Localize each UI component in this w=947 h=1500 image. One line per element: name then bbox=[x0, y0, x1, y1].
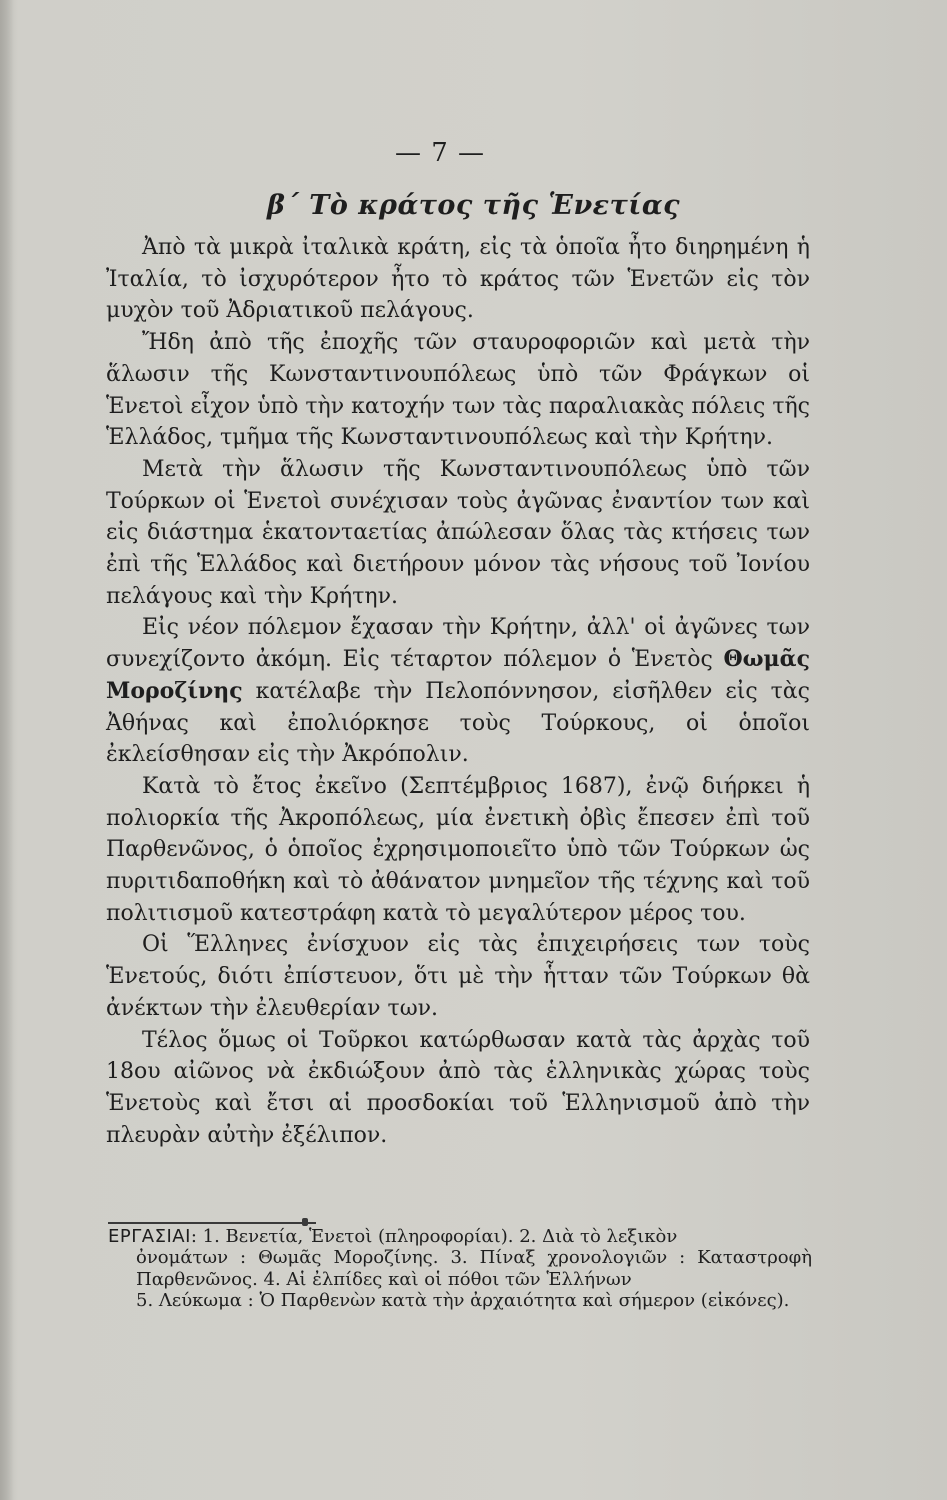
paragraph-4 bbox=[106, 612, 810, 771]
footnote-divider-mark bbox=[302, 1218, 308, 1226]
paragraph-5: Κατὰ τὸ ἔτος ἐκεῖνο (Σεπτέμβριος 1687), ἐνῷ διήρκει ἡ πολιορκία τῆς Ἀκροπόλεως, μία ἐνετικὴ ὀβὶς ἔπεσεν ἐπὶ τοῦ Παρθενῶνος, ὁ ὁποῖος ἐχρησιμοποιεῖτο ὑπὸ τῶν Τούρκων ὡς πυριτιδαποθήκη καὶ τὸ ἀθάνατον μνημεῖον τῆς τέχνης καὶ τοῦ πολιτισμοῦ κατεστράφη κατὰ τὸ μεγαλύτερον μέρος του. bbox=[106, 773, 810, 926]
page-edge-shadow bbox=[0, 0, 14, 1500]
paragraph-2: Ἤδη ἀπὸ τῆς ἐποχῆς τῶν σταυροφοριῶν καὶ μετὰ τὴν ἅλωσιν τῆς Κωνσταντινουπόλεως ὑπὸ τῶν Φράγκων οἱ Ἑνετοὶ εἶχον ὑπὸ τὴν κατοχήν των τὰς παραλιακὰς πόλεις τῆς Ἑλλάδος, τμῆμα τῆς Κωνσταντινουπόλεως καὶ τὴν Κρήτην. bbox=[106, 330, 810, 451]
chapter-heading: β΄ Τὸ κράτος τῆς Ἑνετίας bbox=[266, 190, 681, 221]
morosini-name: Θωμᾶς Μοροζίνης bbox=[106, 646, 810, 704]
footnote-line-2: ὀνομάτων : Θωμᾶς Μοροζίνης. 3. Πίναξ χρονολογιῶν : Καταστροφὴ Παρθενῶνος. 4. Αἱ ἐλπίδες καὶ οἱ πόθοι τῶν Ἑλλήνων bbox=[136, 1247, 812, 1290]
footnote-line-1: : 1. Βενετία, Ἑνετοὶ (πληροφορίαι). 2. Διὰ τὸ λεξικὸν bbox=[190, 1226, 678, 1247]
paragraph-1: Ἀπὸ τὰ μικρὰ ἰταλικὰ κράτη, εἰς τὰ ὁποῖα ἦτο διηρημένη ἡ Ἰταλία, τὸ ἰσχυρότερον ἦτο τὸ κράτος τῶν Ἑνετῶν εἰς τὸν μυχὸν τοῦ Ἀδριατικοῦ πελάγους. bbox=[106, 235, 810, 324]
footnote-exercises bbox=[108, 1226, 812, 1312]
paragraph-4-end: κατέλαβε τὴν Πελοπόννησον, εἰσῆλθεν εἰς τὰς Ἀθήνας καὶ ἐπολιόρκησε τοὺς Τούρκους, οἱ ὁποῖοι ἐκλείσθησαν εἰς τὴν Ἀκρόπολιν. bbox=[106, 678, 810, 768]
footnote-line-3: 5. Λεύκωμα : Ὁ Παρθενὼν κατὰ τὴν ἀρχαιότητα καὶ σήμερον (εἰκόνες). bbox=[136, 1290, 790, 1312]
footnote-label: ΕΡΓΑΣΙΑΙ bbox=[108, 1226, 191, 1247]
paragraph-3: Μετὰ τὴν ἅλωσιν τῆς Κωνσταντινουπόλεως ὑπὸ τῶν Τούρκων οἱ Ἑνετοὶ συνέχισαν τοὺς ἀγῶνας ἐναντίον των καὶ εἰς διάστημα ἑκατονταετίας ἀπώλεσαν ὅλας τὰς κτήσεις των ἐπὶ τῆς Ἑλλάδος καὶ διετήρουν μόνον τὰς νήσους τοῦ Ἰονίου πελάγους καὶ τὴν Κρήτην. bbox=[106, 456, 810, 609]
paragraph-4-start: Εἰς νέον πόλεμον ἔχασαν τὴν Κρήτην, ἀλλ' οἱ ἀγῶνες των συνεχίζοντο ἀκόμη. Εἰς τέταρτον πόλεμον ὁ Ἑνετὸς bbox=[106, 615, 810, 673]
paragraph-7: Τέλος ὅμως οἱ Τοῦρκοι κατώρθωσαν κατὰ τὰς ἀρχὰς τοῦ 18ου αἰῶνος νὰ ἐκδιώξουν ἀπὸ τὰς ἑλληνικὰς χώρας τοὺς Ἑνετοὺς καὶ ἔτσι αἱ προσδοκίαι τοῦ Ἑλληνισμοῦ ἀπὸ τὴν πλευρὰν αὐτὴν ἐξέλιπον. bbox=[106, 1027, 810, 1148]
page-number: — 7 — bbox=[394, 138, 486, 168]
paragraph-6: Οἱ Ἕλληνες ἐνίσχυον εἰς τὰς ἐπιχειρήσεις των τοὺς Ἑνετούς, διότι ἐπίστευον, ὅτι μὲ τὴν ἧτταν τῶν Τούρκων θὰ ἀνέκτων τὴν ἐλευθερίαν των. bbox=[106, 932, 810, 1021]
body-text bbox=[106, 232, 810, 1151]
footnote-divider bbox=[108, 1222, 316, 1224]
